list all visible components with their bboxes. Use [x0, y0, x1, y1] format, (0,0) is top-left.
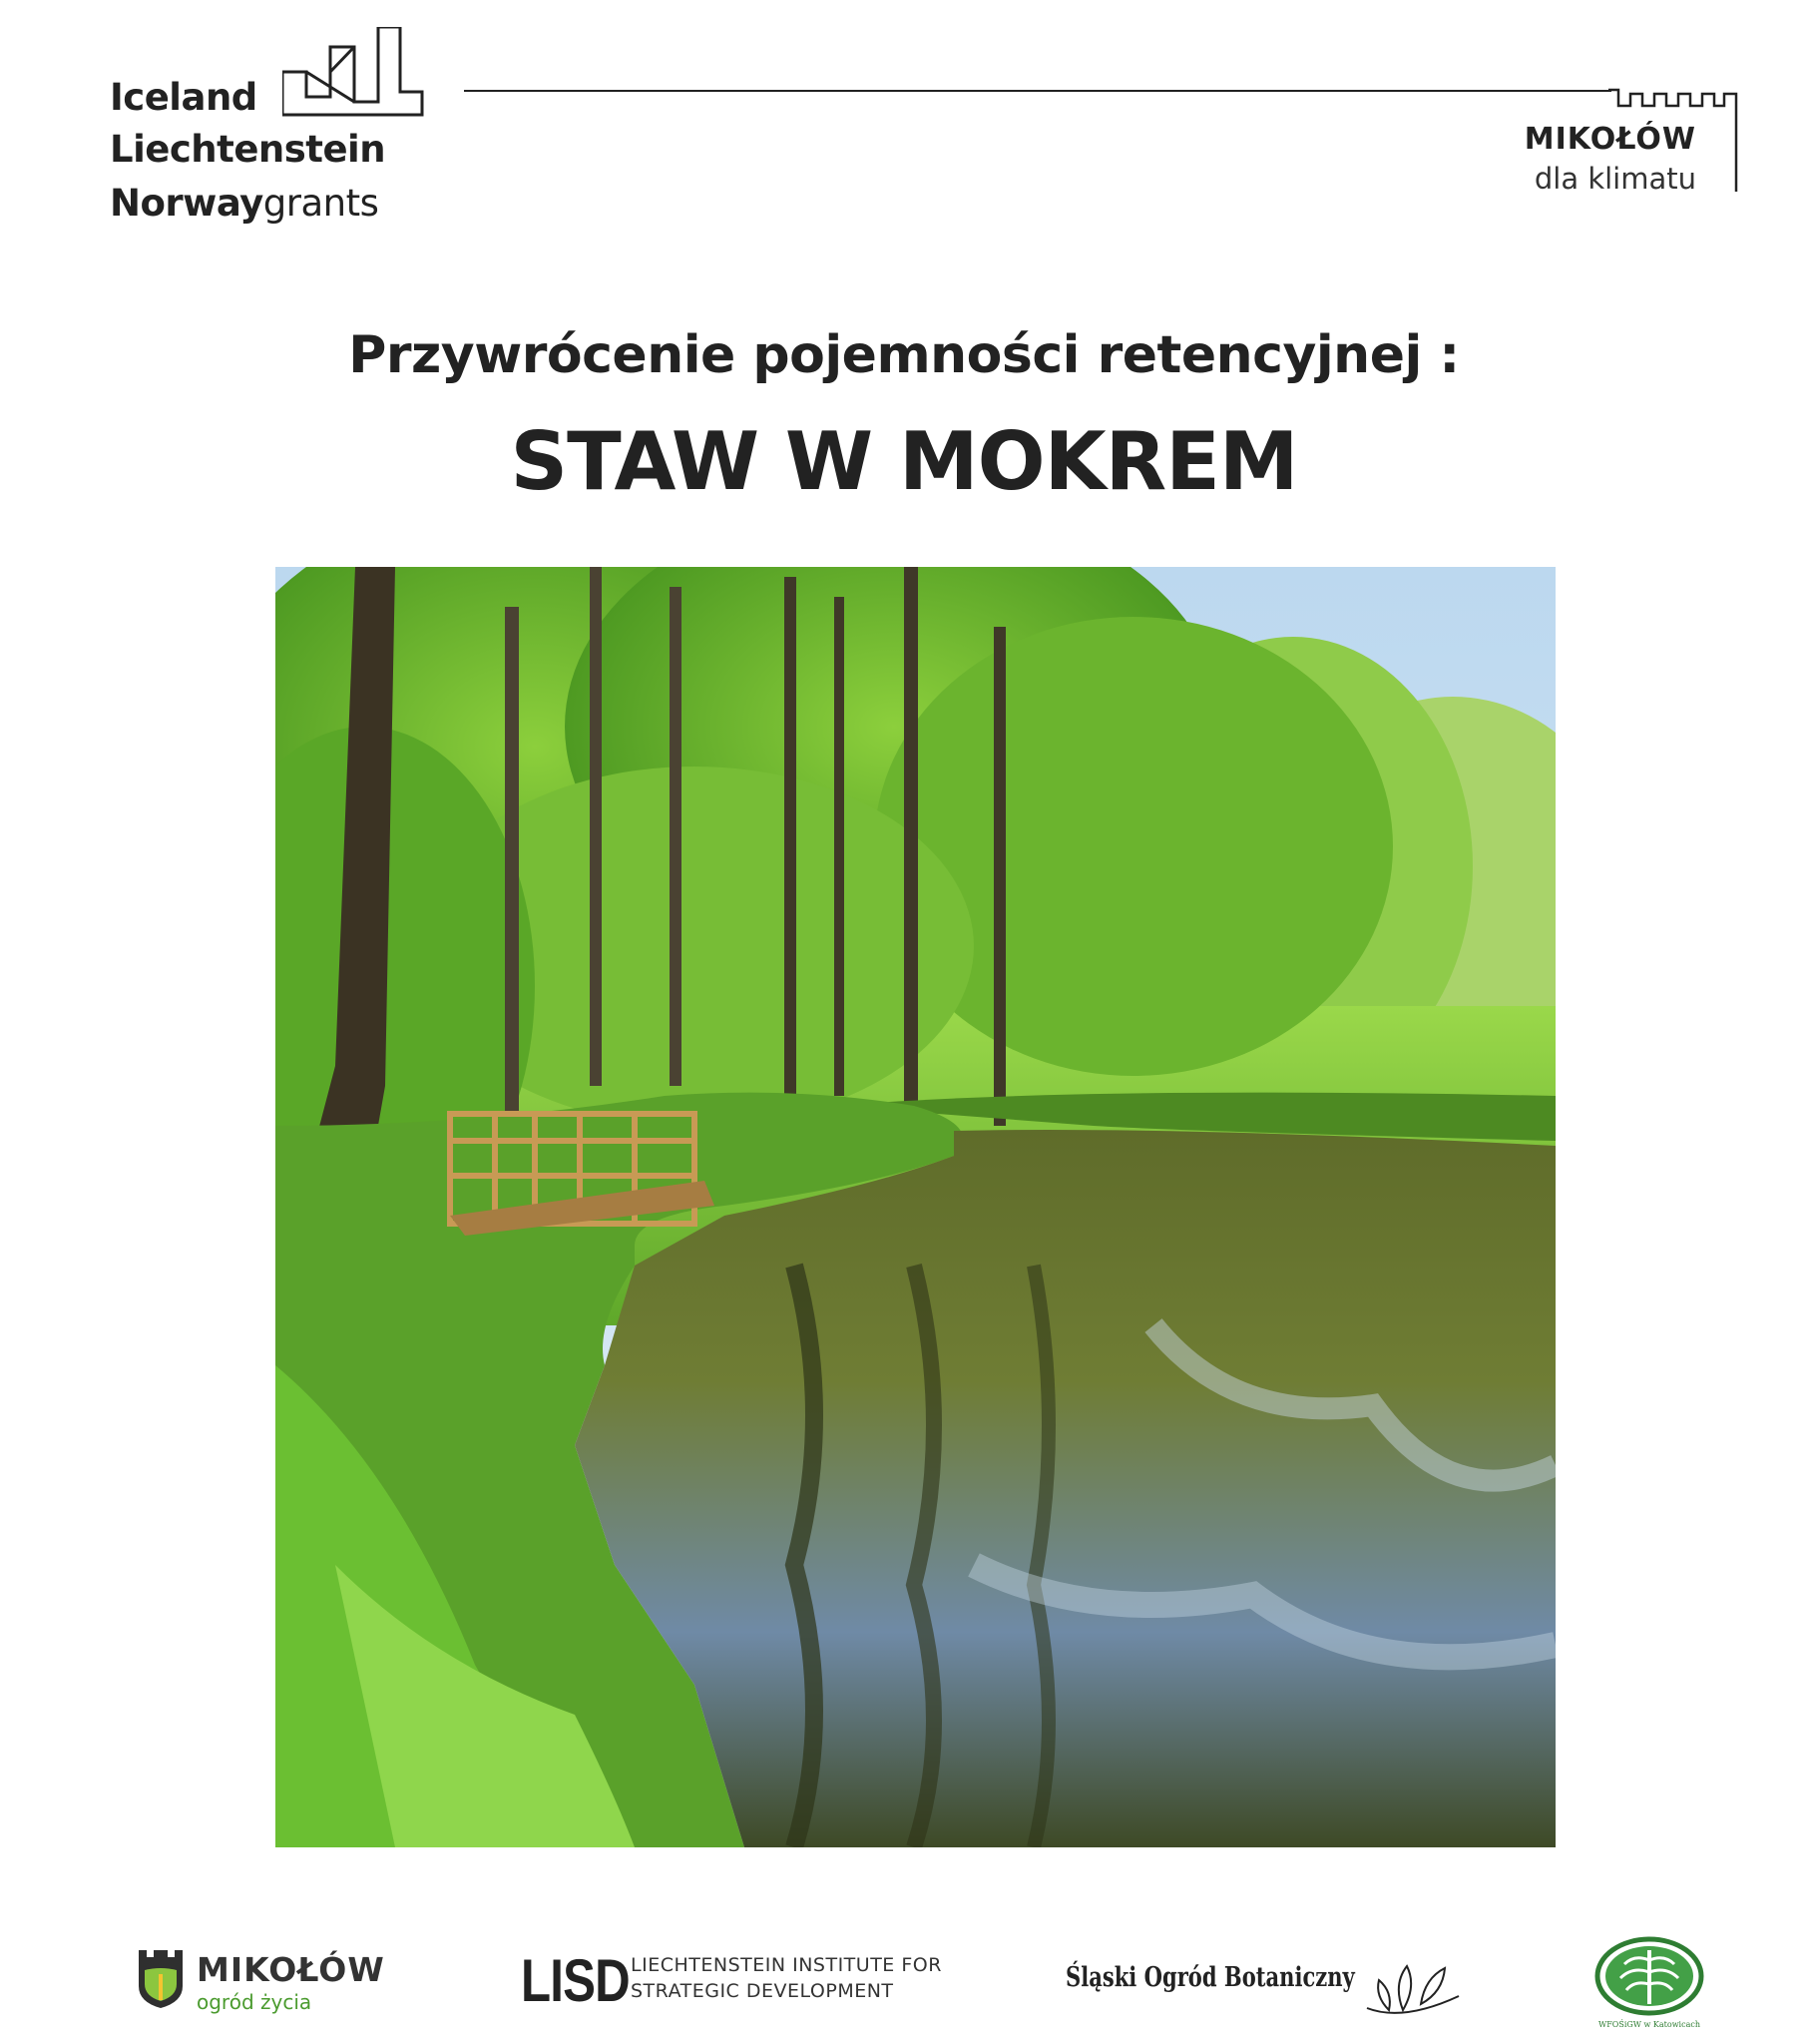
mikolow-climate-title: MIKOŁÓW — [1524, 122, 1696, 157]
lisd-name-line2: STRATEGIC DEVELOPMENT — [631, 1980, 894, 2002]
grants-norway-word: Norway — [110, 182, 263, 225]
grants-skyline-icon — [282, 27, 512, 117]
headline-title: STAW W MOKREM — [510, 415, 1298, 508]
header-divider — [464, 90, 1611, 92]
mikolow-climate-subtitle: dla klimatu — [1534, 162, 1696, 196]
mikolow-garden-logo — [137, 1948, 406, 2018]
leaf-sprig-icon — [1363, 1948, 1463, 2024]
grants-line-liechtenstein: Liechtenstein — [110, 128, 386, 171]
pond-illustration — [275, 567, 1556, 1847]
headline-subtitle: Przywrócenie pojemności retencyjnej : — [348, 325, 1460, 385]
pond-photo — [275, 567, 1556, 1847]
wfosigw-caption: WFOŚiGW w Katowicach — [1598, 2020, 1700, 2029]
mikolow-garden-tagline: ogród życia — [197, 1990, 312, 2014]
grants-line-iceland: Iceland — [110, 76, 257, 119]
grants-line-norway — [110, 182, 378, 225]
mikolow-crest-icon — [137, 1948, 185, 2010]
grants-logo — [110, 20, 429, 240]
mikolow-garden-name: MIKOŁÓW — [197, 1950, 385, 1989]
wfosigw-logo — [1584, 1936, 1714, 2036]
lisd-logo — [521, 1946, 980, 2016]
grants-word: grants — [262, 182, 379, 225]
mikolow-climate-logo — [1497, 86, 1736, 206]
lisd-mark: LISD — [521, 1947, 630, 2014]
wfosigw-emblem-icon — [1594, 1936, 1704, 2016]
lisd-name-line1: LIECHTENSTEIN INSTITUTE FOR — [631, 1954, 942, 1976]
botanical-garden-logo — [1066, 1946, 1465, 2026]
botanical-garden-name: Śląski Ogród Botaniczny — [1066, 1962, 1355, 1993]
